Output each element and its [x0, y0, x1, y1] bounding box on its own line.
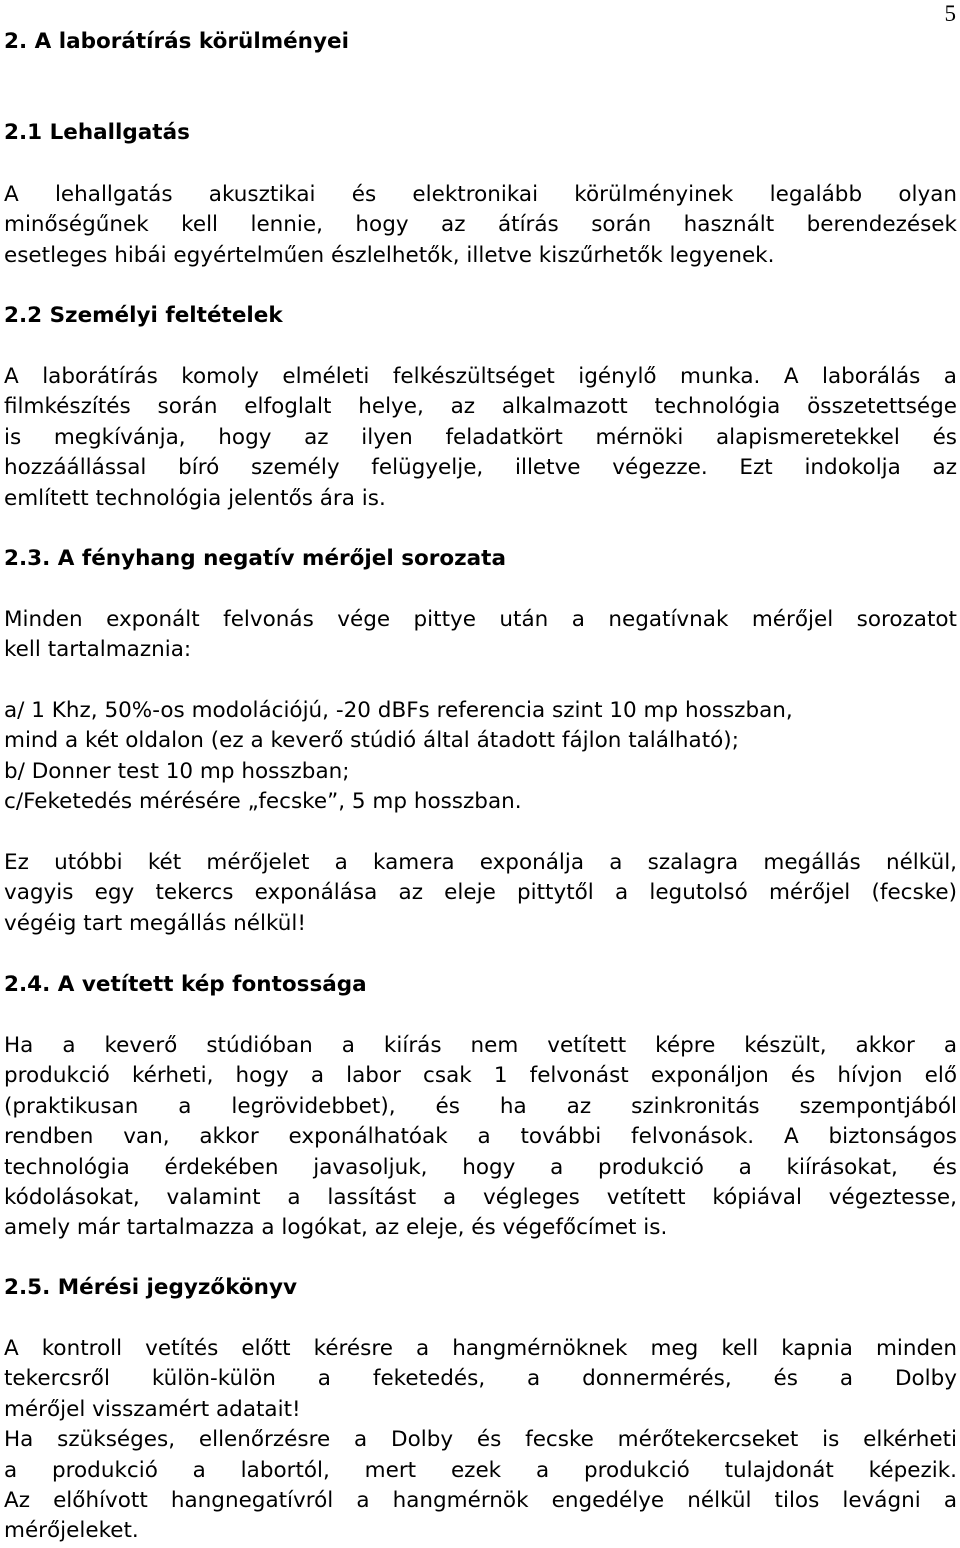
paragraph-line: mérőjel visszamért adatait!: [4, 1396, 301, 1422]
paragraph-line: A lehallgatás akusztikai és elektronikai körülményinek legalább olyan: [4, 182, 957, 207]
page-number: 5: [944, 1, 956, 26]
paragraph-line: technológia érdekében javasoljuk, hogy a produkció a kiírásokat, és: [4, 1154, 957, 1180]
paragraph-line: A kontroll vetítés előtt kérésre a hangmérnöknek meg kell kapnia minden: [4, 1336, 957, 1361]
paragraph-line: Minden exponált felvonás vége pittye után a negatívnak mérőjel sorozatot: [4, 607, 957, 632]
section-2-3-list: [4, 696, 957, 818]
section-2-4-heading: 2.4. A vetített kép fontossága: [4, 972, 367, 997]
section-2-3-intro: [4, 605, 957, 666]
paragraph-line: Ha a keverő stúdióban a kiírás nem vetített képre készült, akkor a: [4, 1033, 957, 1058]
paragraph-line: Ez utóbbi két mérőjelet a kamera exponálja a szalagra megállás nélkül,: [4, 850, 957, 875]
paragraph-line: A laborátírás komoly elméleti felkészültséget igénylő munka. A laborálás a: [4, 364, 957, 389]
paragraph-line: Az előhívott hangnegatívról a hangmérnök engedélye nélkül tilos levágni a: [4, 1488, 957, 1514]
paragraph-line: kódolásokat, valamint a lassítást a végleges vetített kópiával végeztesse,: [4, 1185, 957, 1211]
section-2-5-paragraph: [4, 1334, 957, 1547]
section-2-5-heading: 2.5. Mérési jegyzőkönyv: [4, 1275, 298, 1300]
section-2-2-paragraph: [4, 362, 957, 514]
paragraph-line: is megkívánja, hogy az ilyen feladatkört mérnöki alapismeretekkel és: [4, 424, 957, 450]
paragraph-line: Ha szükséges, ellenőrzésre a Dolby és fecske mérőtekercseket is elkérheti: [4, 1427, 957, 1453]
paragraph-line: esetleges hibái egyértelműen észlelhetők, illetve kiszűrhetők legyenek.: [4, 242, 775, 268]
list-item: c/Feketedés mérésére „fecske”, 5 mp hosszban.: [4, 789, 522, 815]
list-item: a/ 1 Khz, 50%-os modolációjú, -20 dBFs referencia szint 10 mp hosszban,: [4, 698, 793, 723]
paragraph-line: tekercsről külön-külön a feketedés, a donnermérés, és a Dolby: [4, 1366, 957, 1392]
paragraph-line: produkció kérheti, hogy a labor csak 1 felvonást exponáljon és hívjon elő: [4, 1063, 957, 1089]
paragraph-line: végéig tart megállás nélkül!: [4, 910, 306, 936]
paragraph-line: minőségűnek kell lennie, hogy az átírás során használt berendezések: [4, 212, 957, 238]
section-2-2-heading: 2.2 Személyi feltételek: [4, 303, 283, 328]
paragraph-line: a produkció a labortól, mert ezek a produkció tulajdonát képezik.: [4, 1457, 957, 1483]
paragraph-line: hozzáállással bíró személy felügyelje, illetve végezze. Ezt indokolja az: [4, 455, 957, 481]
section-2-3-note: [4, 848, 957, 939]
section-2-4-paragraph: [4, 1031, 957, 1244]
paragraph-line: filmkészítés során elfoglalt helye, az alkalmazott technológia összetettsége: [4, 394, 957, 420]
paragraph-line: említett technológia jelentős ára is.: [4, 485, 386, 511]
paragraph-line: vagyis egy tekercs exponálása az eleje pittytől a legutolsó mérőjel (fecske): [4, 880, 957, 906]
paragraph-line: amely már tartalmazza a logókat, az eleje, és végefőcímet is.: [4, 1215, 668, 1241]
paragraph-line: mérőjeleket.: [4, 1518, 139, 1544]
chapter-title: 2. A laborátírás körülményei: [4, 29, 349, 54]
section-2-1-heading: 2.1 Lehallgatás: [4, 120, 190, 145]
list-item: b/ Donner test 10 mp hosszban;: [4, 758, 350, 784]
section-2-1-paragraph: [4, 180, 957, 271]
paragraph-line: kell tartalmaznia:: [4, 637, 192, 663]
paragraph-line: (praktikusan a legrövidebbet), és ha az szinkronitás szempontjából: [4, 1093, 957, 1119]
list-item: mind a két oldalon (ez a keverő stúdió által átadott fájlon található);: [4, 728, 739, 754]
section-2-3-heading: 2.3. A fényhang negatív mérőjel sorozata: [4, 546, 506, 571]
paragraph-line: rendben van, akkor exponálhatóak a további felvonások. A biztonságos: [4, 1124, 957, 1150]
